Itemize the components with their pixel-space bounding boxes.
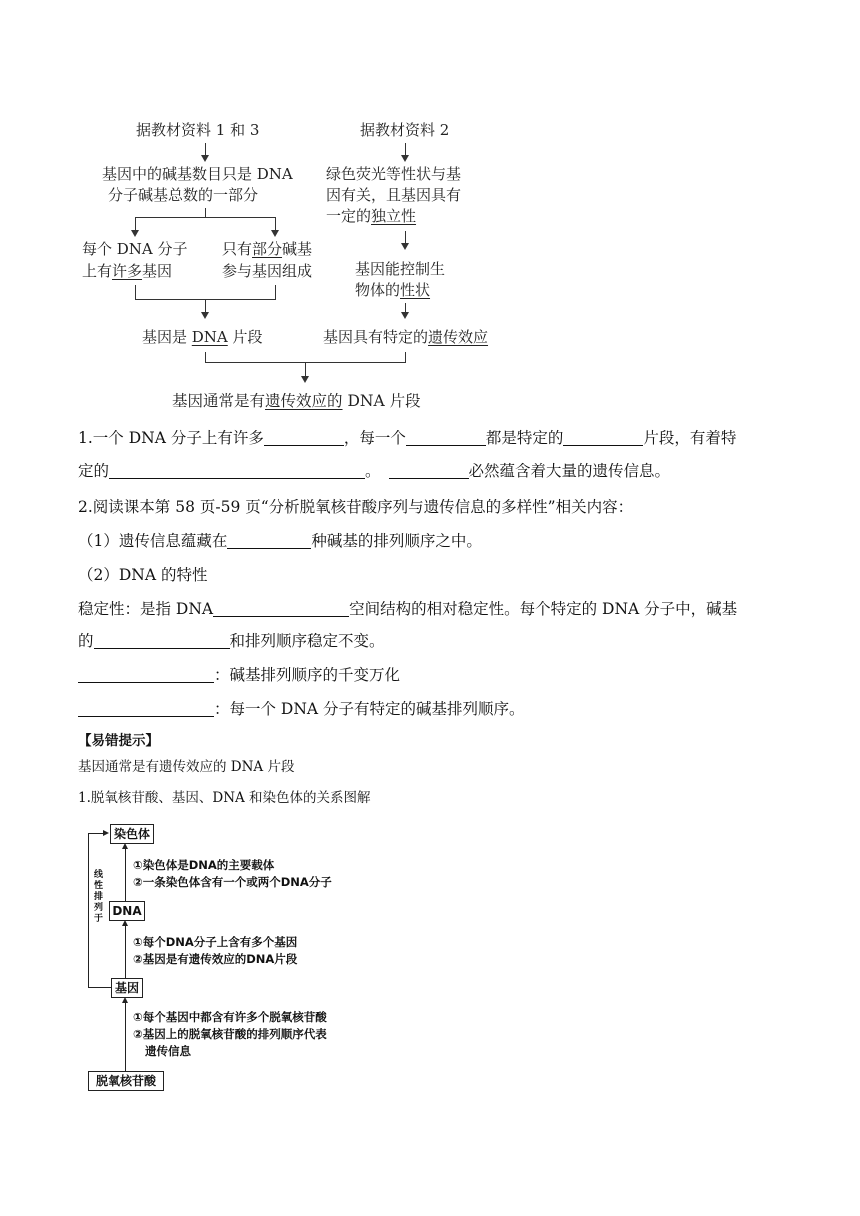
caption-2b: ②基因是有遗传效应的DNA片段 xyxy=(133,952,298,966)
right-step2-line1: 基因能控制生 xyxy=(355,260,446,278)
tip-line1: 基因通常是有遗传效应的 DNA 片段 xyxy=(78,759,295,775)
caption-3c: 遗传信息 xyxy=(145,1044,191,1058)
caption-2a: ①每个DNA分子上含有多个基因 xyxy=(133,935,298,949)
arrow-right-icon xyxy=(103,830,109,836)
left-branch1-line1: 每个 DNA 分子 xyxy=(82,240,188,258)
arrow-down-icon xyxy=(401,155,409,162)
right-source-label: 据教材资料 2 xyxy=(360,121,450,139)
connector xyxy=(125,848,126,901)
caption-1a: ①染色体是DNA的主要载体 xyxy=(133,858,275,872)
tip-line2: 1.脱氧核苷酸、基因、DNA 和染色体的关系图解 xyxy=(78,790,371,806)
blank-q1-1[interactable] xyxy=(264,429,344,446)
connector xyxy=(135,217,275,218)
caption-1b: ②一条染色体含有一个或两个DNA分子 xyxy=(133,875,332,889)
blank-q2-3[interactable] xyxy=(94,632,230,649)
blank-q1-4[interactable] xyxy=(109,462,365,479)
connector xyxy=(125,1002,126,1071)
q2-intro: 2.阅读课本第 58 页-59 页“分析脱氧核苷酸序列与遗传信息的多样性”相关内容： xyxy=(78,498,634,516)
final-conclusion: 基因通常是有遗传效应的 DNA 片段 xyxy=(172,392,421,410)
connector xyxy=(205,208,206,217)
arrow-down-icon xyxy=(201,155,209,162)
arrow-down-icon xyxy=(301,376,309,383)
connector xyxy=(405,352,406,362)
left-step1-line2: 分子碱基总数的一部分 xyxy=(108,186,259,204)
q2-sub1: （1）遗传信息蕴藏在 种碱基的排列顺序之中。 xyxy=(78,532,482,550)
left-branch1-line2: 上有许多基因 xyxy=(82,262,173,280)
blank-q1-2[interactable] xyxy=(406,429,486,446)
blank-q1-5[interactable] xyxy=(389,462,469,479)
caption-3a: ①每个基因中都含有许多个脱氧核苷酸 xyxy=(133,1010,327,1024)
left-branch2-line2: 参与基因组成 xyxy=(222,262,313,280)
arrow-down-icon xyxy=(201,312,209,319)
arrow-down-icon xyxy=(271,230,279,237)
arrow-up-icon xyxy=(122,920,128,926)
left-branch2-line1: 只有部分碱基 xyxy=(222,240,313,258)
q2-sub2: （2）DNA 的特性 xyxy=(78,566,208,584)
box-gene: 基因 xyxy=(111,978,143,998)
connector xyxy=(88,987,111,988)
blank-q2-5[interactable] xyxy=(78,700,214,717)
blank-q1-3[interactable] xyxy=(563,429,643,446)
arrow-up-icon xyxy=(122,997,128,1003)
blank-q2-1[interactable] xyxy=(227,532,311,549)
connector xyxy=(88,833,89,988)
connector xyxy=(135,285,136,299)
q1-line1: 1.一个 DNA 分子上有许多 ，每一个 都是特定的 片段，有着特 xyxy=(78,429,737,447)
q2-stability-line2: 的 和排列顺序稳定不变。 xyxy=(78,632,385,650)
connector xyxy=(88,833,104,834)
arrow-down-icon xyxy=(401,312,409,319)
arrow-down-icon xyxy=(401,243,409,250)
right-step2-line2: 物体的性状 xyxy=(355,281,431,299)
right-step1-line1: 绿色荧光等性状与基 xyxy=(326,165,462,183)
right-result: 基因具有特定的遗传效应 xyxy=(323,328,489,346)
blank-q2-4[interactable] xyxy=(78,666,214,683)
q1-line2: 定的 。 必然蕴含着大量的遗传信息。 xyxy=(78,462,671,480)
box-nucleotide: 脱氧核苷酸 xyxy=(88,1071,164,1091)
box-chromosome: 染色体 xyxy=(110,824,154,844)
q2-stability-line1: 稳定性：是指 DNA 空间结构的相对稳定性。每个特定的 DNA 分子中，碱基 xyxy=(78,600,738,618)
right-step1-line2: 因有关，且基因具有 xyxy=(326,186,462,204)
connector xyxy=(125,925,126,978)
right-step1-line3: 一定的独立性 xyxy=(326,207,417,225)
left-source-label: 据教材资料 1 和 3 xyxy=(136,121,260,139)
q2-diversity: ：碱基排列顺序的千变万化 xyxy=(78,664,400,686)
caption-3b: ②基因上的脱氧核苷酸的排列顺序代表 xyxy=(133,1027,327,1041)
left-result: 基因是 DNA 片段 xyxy=(142,328,263,346)
left-step1-line1: 基因中的碱基数目只是 DNA xyxy=(102,165,293,183)
tip-heading: 【易错提示】 xyxy=(78,733,159,749)
q2-specificity: ：每一个 DNA 分子有特定的碱基排列顺序。 xyxy=(78,698,525,720)
side-label-linear-arrangement: 线性排列于 xyxy=(93,870,103,924)
arrow-down-icon xyxy=(131,230,139,237)
arrow-up-icon xyxy=(122,843,128,849)
connector xyxy=(275,285,276,299)
blank-q2-2[interactable] xyxy=(213,600,349,617)
connector xyxy=(205,352,206,362)
box-dna: DNA xyxy=(109,901,145,921)
